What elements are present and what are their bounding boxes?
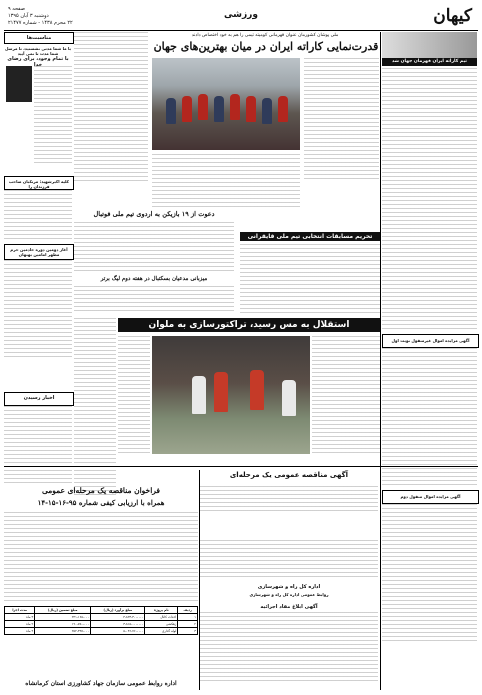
table-cell: ۴ ماه (5, 628, 35, 635)
player-figure (192, 376, 206, 414)
footer-org: اداره روابط عمومی سازمان جهاد کشاورزی استان کرمانشاه (25, 680, 177, 687)
football-match-photo (152, 336, 310, 454)
athlete-figure (198, 94, 208, 120)
table-row (5, 628, 198, 635)
left-narrow-text (74, 318, 116, 498)
table-row (5, 614, 198, 621)
table-header: مبلغ تضمین (ریال) (35, 607, 91, 614)
divider (199, 470, 200, 690)
athlete-figure (246, 96, 256, 122)
section-title: ورزشی (224, 10, 258, 20)
sidebar-quote: با ما شما مدتی نشستید، تا مرسل شما مدت تا نمی آیید (4, 46, 71, 56)
tender-call-sub: همراه با ارزیابی کیفی شماره ۹۵-۱۶-۱۵-۱۴ (37, 498, 165, 507)
karate-team-photo (152, 58, 300, 150)
table-header: مبلغ برآورد (ریال) (91, 607, 145, 614)
athlete-figure (262, 98, 272, 124)
short-news-box (4, 392, 74, 406)
left-sidebar-title: مناسبت‌ها (26, 35, 52, 41)
football-camp-text (74, 222, 234, 274)
tender-call-title: فراخوان مناقصه یک مرحله‌ای عمومی (41, 486, 161, 495)
sports-text-left (118, 336, 150, 454)
table-cell: ۲۴۱،۱۶۵،۰۰۰ (35, 614, 91, 621)
masthead (4, 4, 478, 31)
auction2-title: آگهی مزایده اموال منقول دوم (400, 494, 461, 499)
sidebar-quote2: با تمام وجود، برای رضای خدا (7, 56, 69, 68)
issue-line: ۲۲ محرم ۱۴۳۸ - شماره ۲۱۴۷۷ (8, 20, 73, 26)
table-cell: ۳ ماه (5, 614, 35, 621)
table-cell: زهکشی (145, 621, 178, 628)
tender-org-sub: روابط عمومی اداره کل راه و شهرسازی (249, 592, 329, 597)
player-figure (250, 370, 264, 410)
table-header: مدت اجرا (5, 607, 35, 614)
table-cell: ۲۵۲،۳۳۸،۰۰۰ (35, 628, 91, 635)
table-header: ردیف (178, 607, 198, 614)
left-article-text (74, 32, 148, 182)
basketball-headline: میزبانی مدعیان بسکتبال در هفته دوم لیگ برتر (100, 276, 208, 282)
notice-text (200, 612, 378, 682)
athlete-figure (182, 96, 192, 122)
karate-band-title: تیم کاراته ایران قهرمان جهان شد (382, 58, 477, 66)
short-news-title: اخبار رسیدن (23, 395, 55, 401)
table-cell: لوله گذاری (145, 628, 178, 635)
sailing-text (240, 244, 380, 314)
sports-text-right (312, 336, 380, 454)
lead-subtitle: ملی پوشان کشورمان عنوان قهرمانی کومیته تیمی را هم به خود اختصاص دادند (191, 33, 339, 38)
center-right-text (304, 58, 379, 180)
newspaper-logo: کیهان (433, 6, 472, 26)
tender-call-text (4, 512, 198, 602)
sidebar-box3-text (4, 260, 72, 360)
auction1-title: آگهی مزایده اموال غیرمنقول نوبت اول (391, 338, 470, 343)
divider (380, 32, 381, 690)
left-sidebar-header (4, 32, 74, 44)
table-cell: ۴،۸۲۳،۳۰۰،۰۰۰ (91, 614, 145, 621)
sidebar-box2 (4, 176, 74, 190)
tender-text (200, 486, 378, 512)
athlete-figure (166, 98, 176, 124)
table-header-row (5, 607, 198, 614)
table-row (5, 621, 198, 628)
athlete-figure (230, 94, 240, 120)
main-sports-headline: استقلال به مس رسید، تراکتورسازی به ملوان (118, 318, 380, 332)
sidebar-box2-text (4, 190, 72, 240)
divider (4, 466, 478, 467)
issue-meta (8, 6, 73, 27)
table-cell: ۳،۸۱۵،۰۰۰،۰۰۰ (91, 621, 145, 628)
sidebar-box2-title: کلیه اکبرشهید: مرتکبان صاحب فرزندان را (9, 179, 69, 189)
sailing-headline: تحریم مسابقات انتخابی تیم ملی قایقرانی (240, 232, 380, 241)
lead-body-text (152, 154, 300, 209)
lead-headline: قدرت‌نمایی کاراته ایران در میان بهترین‌های جهان (153, 40, 379, 53)
sidebar-text (34, 66, 72, 166)
tender-text-2 (200, 540, 378, 580)
auction2-box (382, 490, 479, 504)
athlete-figure (214, 96, 224, 122)
tender-org: اداره کل راه و شهرسازی (257, 584, 321, 590)
karate-banner-image (382, 32, 477, 58)
table-cell: ۳ (178, 628, 198, 635)
basketball-text (74, 286, 234, 314)
sidebar-emblem (6, 66, 32, 102)
sidebar-box3 (4, 244, 74, 260)
right-column-text-2 (382, 220, 477, 330)
auction2-text (382, 504, 477, 644)
tender-title: آگهی مناقصه عمومی یک مرحله‌ای (229, 471, 349, 479)
date-line: دوشنبه ۳ آبان ۱۳۹۵ (8, 13, 49, 19)
tender-table (4, 606, 198, 635)
auction1-box (382, 334, 479, 348)
right-column-text (382, 68, 477, 218)
football-camp-headline: دعوت از ۱۹ بازیکن به اردوی تیم ملی فوتبال (93, 210, 215, 218)
table-cell: ۲ (178, 621, 198, 628)
table-cell: ۱ (178, 614, 198, 621)
page-number: صفحه ۹ (8, 6, 25, 12)
athlete-figure (278, 96, 288, 122)
table-cell: احداث کانال (145, 614, 178, 621)
player-figure (214, 372, 228, 412)
short-news-text (4, 406, 72, 486)
player-figure (282, 380, 296, 416)
table-cell: ۵،۰۴۶،۷۶۰،۰۰۰ (91, 628, 145, 635)
auction1-text (382, 348, 477, 488)
table-cell: ۲ ماه (5, 621, 35, 628)
table-header: نام پروژه (145, 607, 178, 614)
table-cell: ۱۹۰،۷۵۰،۰۰۰ (35, 621, 91, 628)
tender-header (200, 470, 378, 484)
sidebar-box3-title: آغاز دومین دوره خادمین حرم مطهر امامین بهبهان (10, 247, 68, 257)
notice-title: آگهی ابلاغ مفاد اجرائیه (260, 604, 318, 610)
